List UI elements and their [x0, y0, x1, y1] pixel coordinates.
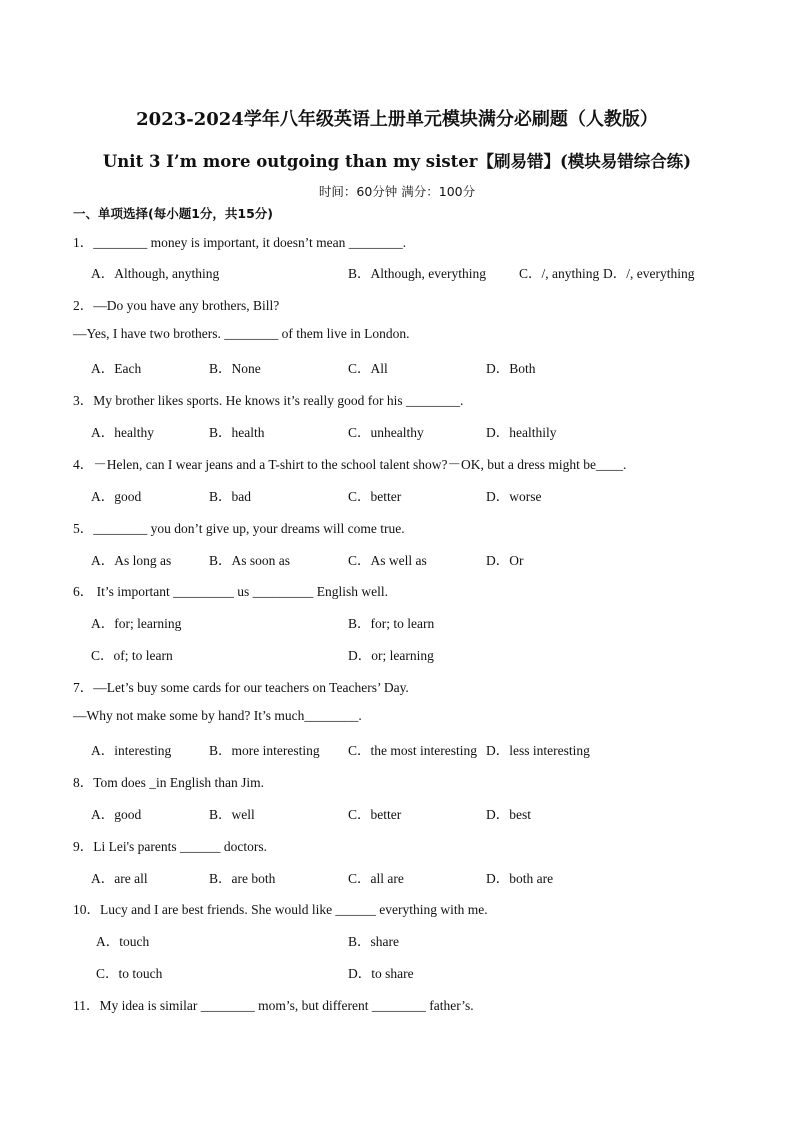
- question-stem: 7．—Let’s buy some cards for our teachers on Teachers’ Day.: [73, 680, 409, 695]
- option-a: A．good: [91, 489, 142, 504]
- option-c: C．/, anything: [519, 266, 600, 281]
- option-b: B．well: [209, 807, 255, 822]
- question-stem: 3．My brother likes sports. He knows it’s really good for his ________.: [73, 393, 464, 408]
- question-stem: 11．My idea is similar ________ mom’s, but different ________ father’s.: [73, 998, 474, 1013]
- option-c: C．all are: [348, 871, 404, 886]
- time-info: 时间：60分钟 满分：100分: [318, 184, 476, 199]
- option-d: D．/, everything: [603, 266, 695, 281]
- option-a: A．healthy: [91, 425, 154, 440]
- option-c: C．of; to learn: [91, 648, 173, 663]
- question-stem: 8．Tom does _in English than Jim.: [73, 775, 265, 790]
- question-stem: 2．—Do you have any brothers, Bill?: [73, 298, 280, 313]
- page-title: 2023-2024学年八年级英语上册单元模块满分必刷题（人教版）: [136, 109, 658, 130]
- option-a: A．touch: [96, 934, 150, 949]
- question-stem: —Why not make some by hand? It’s much________.: [73, 708, 362, 723]
- option-d: D．less interesting: [486, 743, 590, 758]
- question-stem: 6． It’s important _________ us _________ English well.: [73, 584, 388, 599]
- question-stem: —Yes, I have two brothers. ________ of them live in London.: [73, 326, 410, 341]
- option-b: B．bad: [209, 489, 251, 504]
- option-a: A．Although, anything: [91, 266, 220, 281]
- question-stem: 4．－Helen, can I wear jeans and a T-shirt to the school talent show?－OK, but a dress might be____.: [73, 457, 627, 472]
- page-subtitle: Unit 3 I’m more outgoing than my sister【刷易错】(模块易错综合练): [102, 152, 692, 171]
- option-d: D．Both: [486, 361, 536, 376]
- question-stem: 9．Li Lei's parents ______ doctors.: [73, 839, 268, 854]
- option-d: D．both are: [486, 871, 554, 886]
- option-d: D．worse: [486, 489, 542, 504]
- option-d: D．or; learning: [348, 648, 434, 663]
- option-b: B．health: [209, 425, 265, 440]
- option-c: C．the most interesting: [348, 743, 477, 758]
- option-c: C．unhealthy: [348, 425, 424, 440]
- option-a: A．good: [91, 807, 142, 822]
- option-b: B．for; to learn: [348, 616, 435, 631]
- option-a: A．As long as: [91, 553, 172, 568]
- option-b: B．As soon as: [209, 553, 291, 568]
- section-title: 一、单项选择(每小题1分，共15分): [73, 206, 274, 221]
- option-c: C．better: [348, 489, 402, 504]
- option-c: C．to touch: [96, 966, 163, 981]
- option-c: C．All: [348, 361, 388, 376]
- option-b: B．are both: [209, 871, 276, 886]
- option-a: A．interesting: [91, 743, 172, 758]
- option-d: D．best: [486, 807, 531, 822]
- option-b: B．more interesting: [209, 743, 320, 758]
- question-stem: 10．Lucy and I are best friends. She would like ______ everything with me.: [73, 902, 488, 917]
- option-d: D．Or: [486, 553, 524, 568]
- option-d: D．to share: [348, 966, 414, 981]
- question-stem: 5．________ you don’t give up, your dreams will come true.: [73, 521, 405, 536]
- option-a: A．Each: [91, 361, 142, 376]
- option-c: C．better: [348, 807, 402, 822]
- option-b: B．None: [209, 361, 261, 376]
- option-c: C．As well as: [348, 553, 427, 568]
- question-stem: 1．________ money is important, it doesn’t mean ________.: [73, 235, 407, 250]
- option-a: A．for; learning: [91, 616, 182, 631]
- option-b: B．share: [348, 934, 399, 949]
- option-b: B．Although, everything: [348, 266, 486, 281]
- option-a: A．are all: [91, 871, 148, 886]
- option-d: D．healthily: [486, 425, 557, 440]
